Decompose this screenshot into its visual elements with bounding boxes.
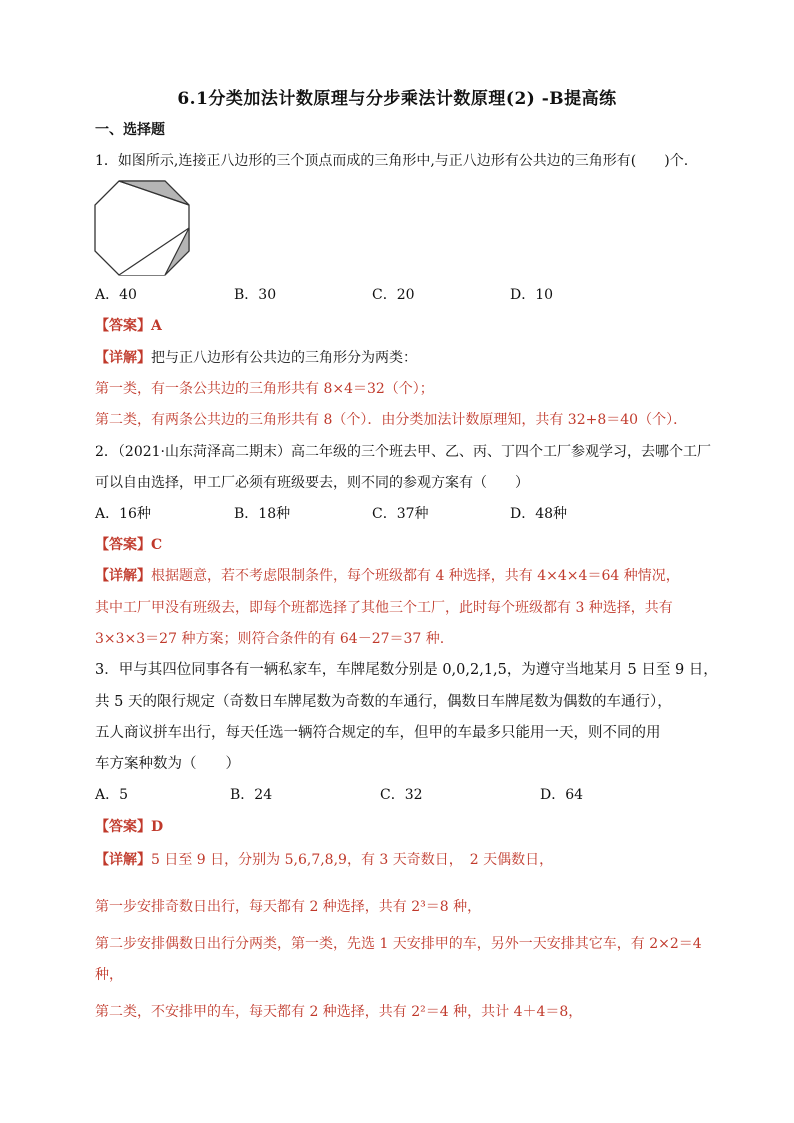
q3-detail-5: 第二类，不安排甲的车，每天都有 2 种选择，共有 2²＝4 种，共计 4＋4＝8， xyxy=(95,1004,583,1020)
page-title: 6.1分类加法计数原理与分步乘法计数原理(2) -B提高练 xyxy=(177,89,617,109)
q3-option-c: C．32 xyxy=(380,787,423,803)
q2-answer-label: 【答案】 xyxy=(95,537,151,553)
q3-detail-4: 种， xyxy=(95,967,123,983)
q3-option-a: A．5 xyxy=(95,787,129,803)
q1-detail-2: 第一类，有一条公共边的三角形共有 8×4＝32（个）； xyxy=(95,381,434,397)
q1-option-c: C．20 xyxy=(372,287,415,303)
q1-stem: 1．如图所示,连接正八边形的三个顶点而成的三角形中,与正八边形有公共边的三角形有( )个. xyxy=(95,153,689,169)
q3-answer-label: 【答案】 xyxy=(95,819,151,835)
q3-option-d: D．64 xyxy=(540,787,584,803)
q3-option-b: B．24 xyxy=(230,787,273,803)
q1-option-d: D．10 xyxy=(510,287,554,303)
q2-detail-label: 【详解】 xyxy=(95,568,151,584)
q2-stem-2: 可以自由选择，甲工厂必须有班级要去，则不同的参观方案有（ ） xyxy=(95,475,529,491)
q2-detail-text-1: 根据题意，若不考虑限制条件，每个班级都有 4 种选择，共有 4×4×4＝64 种情况， xyxy=(151,568,680,584)
q3-stem-4: 车方案种数为（ ） xyxy=(95,756,240,772)
q1-detail-text-1: 把与正八边形有公共边的三角形分为两类： xyxy=(151,350,417,366)
q2-option-b: B．18种 xyxy=(234,506,291,522)
q3-detail-text-1: 5 日至 9 日，分别为 5,6,7,8,9，有 3 天奇数日， 2 天偶数日， xyxy=(151,852,554,868)
q1-answer-value: A xyxy=(151,318,162,334)
q3-answer xyxy=(95,817,163,837)
q1-detail-1 xyxy=(95,348,417,368)
q3-detail-2: 第一步安排奇数日出行，每天都有 2 种选择，共有 2³＝8 种， xyxy=(95,899,482,915)
q3-answer-value: D xyxy=(151,819,164,835)
q1-option-a: A．40 xyxy=(95,287,137,303)
q1-detail-label: 【详解】 xyxy=(95,350,151,366)
q3-detail-label: 【详解】 xyxy=(95,852,151,868)
q3-stem-2: 共 5 天的限行规定（奇数日车牌尾数为奇数的车通行，偶数日车牌尾数为偶数的车通行）， xyxy=(95,694,672,710)
q2-stem-1: 2．（2021·山东菏泽高二期末）高二年级的三个班去甲、乙、丙、丁四个工厂参观学习，去哪个工厂 xyxy=(95,444,711,460)
q2-option-c: C．37种 xyxy=(372,506,429,522)
q3-detail-3: 第二步安排偶数日出行分两类，第一类，先选 1 天安排甲的车，另外一天安排其它车，有 2×2＝4 xyxy=(95,936,702,952)
q1-answer xyxy=(95,316,162,336)
q1-option-b: B．30 xyxy=(234,287,277,303)
q3-detail-1 xyxy=(95,850,553,870)
q3-stem-1: 3．甲与其四位同事各有一辆私家车，车牌尾数分别是 0,0,2,1,5，为遵守当地某月 5 日至 9 日， xyxy=(95,662,718,678)
q2-option-d: D．48种 xyxy=(510,506,568,522)
section-heading: 一、选择题 xyxy=(95,122,165,138)
q2-detail-2: 其中工厂甲没有班级去，即每个班都选择了其他三个工厂，此时每个班级都有 3 种选择，共有 xyxy=(95,600,673,616)
q2-detail-3: 3×3×3＝27 种方案；则符合条件的有 64－27＝37 种. xyxy=(95,631,445,647)
q2-answer-value: C xyxy=(151,537,163,553)
q2-option-a: A．16种 xyxy=(95,506,151,522)
q2-detail-1 xyxy=(95,566,680,586)
q3-stem-3: 五人商议拼车出行，每天任选一辆符合规定的车，但甲的车最多只能用一天，则不同的用 xyxy=(95,725,661,741)
q1-answer-label: 【答案】 xyxy=(95,318,151,334)
q2-answer xyxy=(95,535,162,555)
q1-detail-3: 第二类，有两条公共边的三角形共有 8（个）．由分类加法计数原理知，共有 32+8＝40（个）． xyxy=(95,412,688,428)
octagon-figure xyxy=(92,178,192,278)
